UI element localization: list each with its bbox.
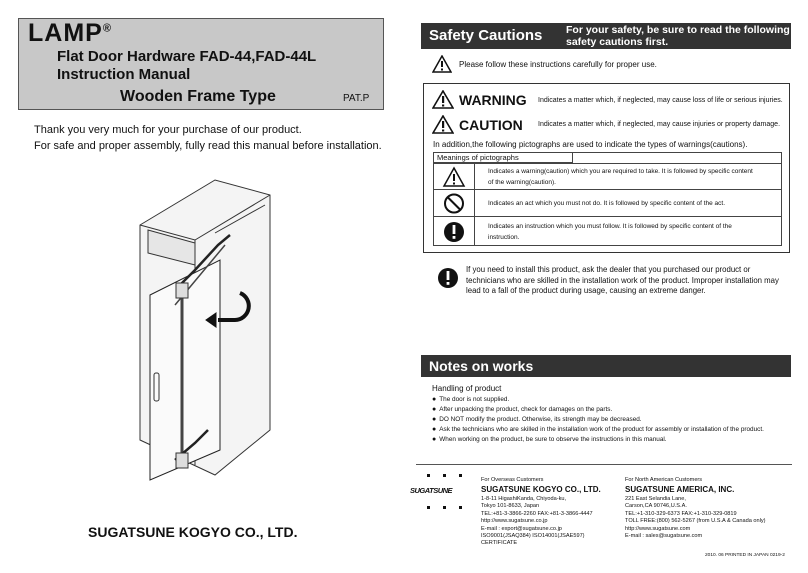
pictograph-row: Indicates a warning(caution) which you are required to take. It is followed by specific content of the warning(caution). (433, 163, 782, 189)
sugatsune-logo: SUGATSUNE (410, 486, 453, 495)
warning-triangle-icon (433, 164, 475, 190)
prohibition-icon (433, 190, 475, 217)
handling-subheading: Handling of product (432, 384, 502, 393)
overseas-label: For Overseas Customers (481, 477, 544, 483)
na-label: For North American Customers (625, 477, 703, 483)
brand-logo: LAMP® (28, 19, 112, 47)
safety-subheading: For your safety, be sure to read the following safety cautions first. (566, 24, 790, 48)
cabinet-illustration (120, 175, 280, 485)
warning-description: Indicates a matter which, if neglected, may cause loss of life or serious injuries. (538, 97, 783, 104)
list-item: ● Ask the technicians who are skilled in the installation work of the product for assembly or installation of the product. (432, 426, 764, 433)
list-item: ● DO NOT modify the product. Otherwise, its strength may be decreased. (432, 416, 642, 423)
intro-line-2: For safe and proper assembly, fully read this manual before installation. (34, 140, 382, 152)
intro-line-1: Thank you very much for your purchase of our product. (34, 124, 302, 136)
company-name-footer: SUGATSUNE KOGYO CO., LTD. (88, 524, 298, 540)
pictograph-row: Indicates an act which you must not do. It is followed by specific content of the act. (433, 189, 782, 216)
na-company: SUGATSUNE AMERICA, INC. (625, 485, 735, 494)
safety-heading: Safety Cautions (429, 27, 543, 44)
caution-label: CAUTION (459, 117, 523, 133)
divider (416, 464, 792, 465)
caution-description: Indicates a matter which, if neglected, may cause injuries or property damage. (538, 121, 781, 128)
overseas-company: SUGATSUNE KOGYO CO., LTD. (481, 485, 601, 494)
instruction-icon (433, 217, 475, 247)
list-item: ● When working on the product, be sure to observe the instructions in this manual. (432, 436, 667, 443)
frame-type-title: Wooden Frame Type (120, 88, 276, 105)
warning-triangle-icon (432, 90, 454, 109)
caution-triangle-icon (432, 115, 454, 134)
overseas-address: 1-8-11 HigashiKanda, Chiyoda-ku, Tokyo 101-8633, Japan TEL:+81-3-3866-2260 FAX:+81-3-3866-4447 http://www.sugatsune.co.jp E-mail : export@sugatsune.co.jp ISO9001(JSAQ384) ISO14001(JSAE597) CERTIFICATE (481, 496, 593, 547)
notes-header-bar (421, 355, 791, 377)
product-title: Flat Door Hardware FAD-44,FAD-44L (57, 48, 317, 65)
safety-header-bar (421, 23, 791, 49)
notes-heading: Notes on works (429, 358, 534, 374)
dealer-note: If you need to install this product, ask the dealer that you purchased our product or technicians who are skilled in the installation work of the product. Improper installation may lead to a fall of the product during usage, causing an extreme danger. (466, 265, 779, 295)
warning-triangle-icon (432, 55, 452, 73)
print-code: 2010. 06 PRINTED IN JAPAN 0219-2 (705, 553, 785, 558)
instruction-icon (437, 267, 459, 289)
na-address: 221 East Selandia Lane, Carson,CA 90746,U.S.A. TEL:+1-310-329-6373 FAX:+1-310-329-0819 TOLL FREE:(800) 562-5267 (from U.S.A & Canada only) http://www.sugatsune.com E-mail : sales@sugatsune.com (625, 496, 766, 540)
pictographs-intro: In addition,the following pictographs are used to indicate the types of warnings(cautions). (433, 140, 748, 149)
pictograph-row: Indicates an instruction which you must follow. It is followed by specific content of the instruction. (433, 216, 782, 246)
pictographs-header: Meanings of pictographs (433, 152, 573, 163)
patent-label: PAT.P (343, 93, 370, 104)
list-item: ● The door is not supplied. (432, 396, 509, 403)
list-item: ● After unpacking the product, check for damages on the parts. (432, 406, 612, 413)
manual-title: Instruction Manual (57, 66, 191, 83)
warning-label: WARNING (459, 92, 527, 108)
please-follow-text: Please follow these instructions carefully for proper use. (459, 60, 657, 69)
